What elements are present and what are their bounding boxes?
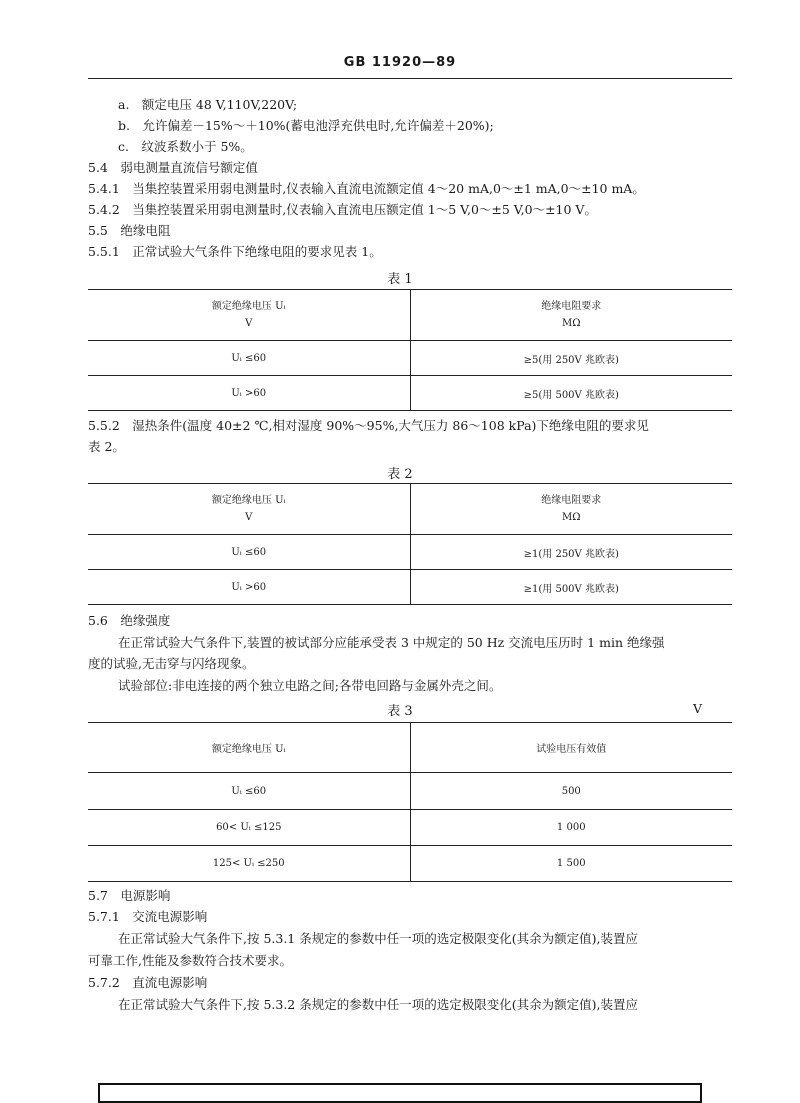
table3-unit: V — [693, 701, 703, 716]
section-5-7-2-para-1: 在正常试验大气条件下,按 5.3.2 条规定的参数中任一项的选定极限变化(其余为额定值),装置应 — [118, 997, 638, 1012]
section-5-6-para-3: 试验部位:非电连接的两个独立电路之间;各带电回路与金属外壳之间。 — [118, 678, 502, 693]
table-cell: Uᵢ ≤60 — [88, 773, 410, 810]
table-cell: ≥1(用 250V 兆欧表) — [410, 535, 732, 570]
table3-header-test-voltage: 试验电压有效值 — [410, 723, 732, 773]
section-5-5-2: 5.5.2 湿热条件(温度 40±2 ℃,相对湿度 90%～95%,大气压力 86～108 kPa)下绝缘电阻的要求见 — [88, 418, 649, 433]
table2-header-resistance: 绝缘电阻要求 MΩ — [410, 484, 732, 535]
list-item-c: c. 纹波系数小于 5%。 — [118, 139, 253, 154]
table3-header-voltage: 额定绝缘电压 Uᵢ — [88, 723, 410, 773]
footer-frame — [98, 1083, 702, 1103]
table-cell: ≥1(用 500V 兆欧表) — [410, 570, 732, 605]
table-cell: 60< Uᵢ ≤125 — [88, 810, 410, 846]
table2-title: 表 2 — [387, 467, 413, 482]
table2 — [88, 483, 732, 605]
table-row — [88, 535, 732, 570]
table1-header-resistance: 绝缘电阻要求 MΩ — [410, 290, 732, 341]
table-cell: Uᵢ >60 — [88, 376, 410, 411]
table3 — [88, 722, 732, 882]
table-row — [88, 773, 732, 810]
section-5-6-para-1: 在正常试验大气条件下,装置的被试部分应能承受表 3 中规定的 50 Hz 交流电压历时 1 min 绝缘强 — [118, 635, 665, 650]
section-5-4: 5.4 弱电测量直流信号额定值 — [88, 160, 258, 175]
table1 — [88, 289, 732, 411]
section-5-4-1: 5.4.1 当集控装置采用弱电测量时,仪表输入直流电流额定值 4～20 mA,0～±1 mA,0～±10 mA。 — [88, 181, 645, 196]
section-5-5: 5.5 绝缘电阻 — [88, 223, 171, 238]
table3-title: 表 3 — [387, 704, 413, 719]
section-5-7: 5.7 电源影响 — [88, 888, 171, 903]
table1-header-voltage: 额定绝缘电压 Uᵢ V — [88, 290, 410, 341]
table-cell: Uᵢ ≤60 — [88, 535, 410, 570]
table-row — [88, 341, 732, 376]
page-header: GB 11920—89 — [343, 55, 457, 70]
table-row — [88, 376, 732, 411]
list-item-b: b. 允许偏差－15%～＋10%(蓄电池浮充供电时,允许偏差＋20%); — [118, 118, 494, 133]
section-5-7-1-para-1: 在正常试验大气条件下,按 5.3.1 条规定的参数中任一项的选定极限变化(其余为额定值),装置应 — [118, 931, 638, 946]
section-5-7-2: 5.7.2 直流电源影响 — [88, 975, 208, 990]
header-rule — [88, 78, 732, 79]
section-5-5-1: 5.5.1 正常试验大气条件下绝缘电阻的要求见表 1。 — [88, 244, 382, 259]
section-5-6-para-2: 度的试验,无击穿与闪络现象。 — [88, 656, 255, 671]
table-row — [88, 846, 732, 882]
section-5-4-2: 5.4.2 当集控装置采用弱电测量时,仪表输入直流电压额定值 1～5 V,0～±5 V,0～±10 V。 — [88, 202, 597, 217]
table1-title: 表 1 — [387, 272, 413, 287]
table-cell: Uᵢ ≤60 — [88, 341, 410, 376]
table-row — [88, 810, 732, 846]
table-row — [88, 570, 732, 605]
table-cell: 1 500 — [410, 846, 732, 882]
section-5-5-2-cont: 表 2。 — [88, 439, 125, 454]
table-cell: 125< Uᵢ ≤250 — [88, 846, 410, 882]
section-5-7-1-para-2: 可靠工作,性能及参数符合技术要求。 — [88, 953, 292, 968]
section-5-7-1: 5.7.1 交流电源影响 — [88, 909, 208, 924]
table-cell: 1 000 — [410, 810, 732, 846]
table-cell: ≥5(用 250V 兆欧表) — [410, 341, 732, 376]
table-cell: Uᵢ >60 — [88, 570, 410, 605]
table2-header-voltage: 额定绝缘电压 Uᵢ V — [88, 484, 410, 535]
list-item-a: a. 额定电压 48 V,110V,220V; — [118, 97, 298, 112]
table-cell: ≥5(用 500V 兆欧表) — [410, 376, 732, 411]
table-cell: 500 — [410, 773, 732, 810]
section-5-6: 5.6 绝缘强度 — [88, 613, 171, 628]
